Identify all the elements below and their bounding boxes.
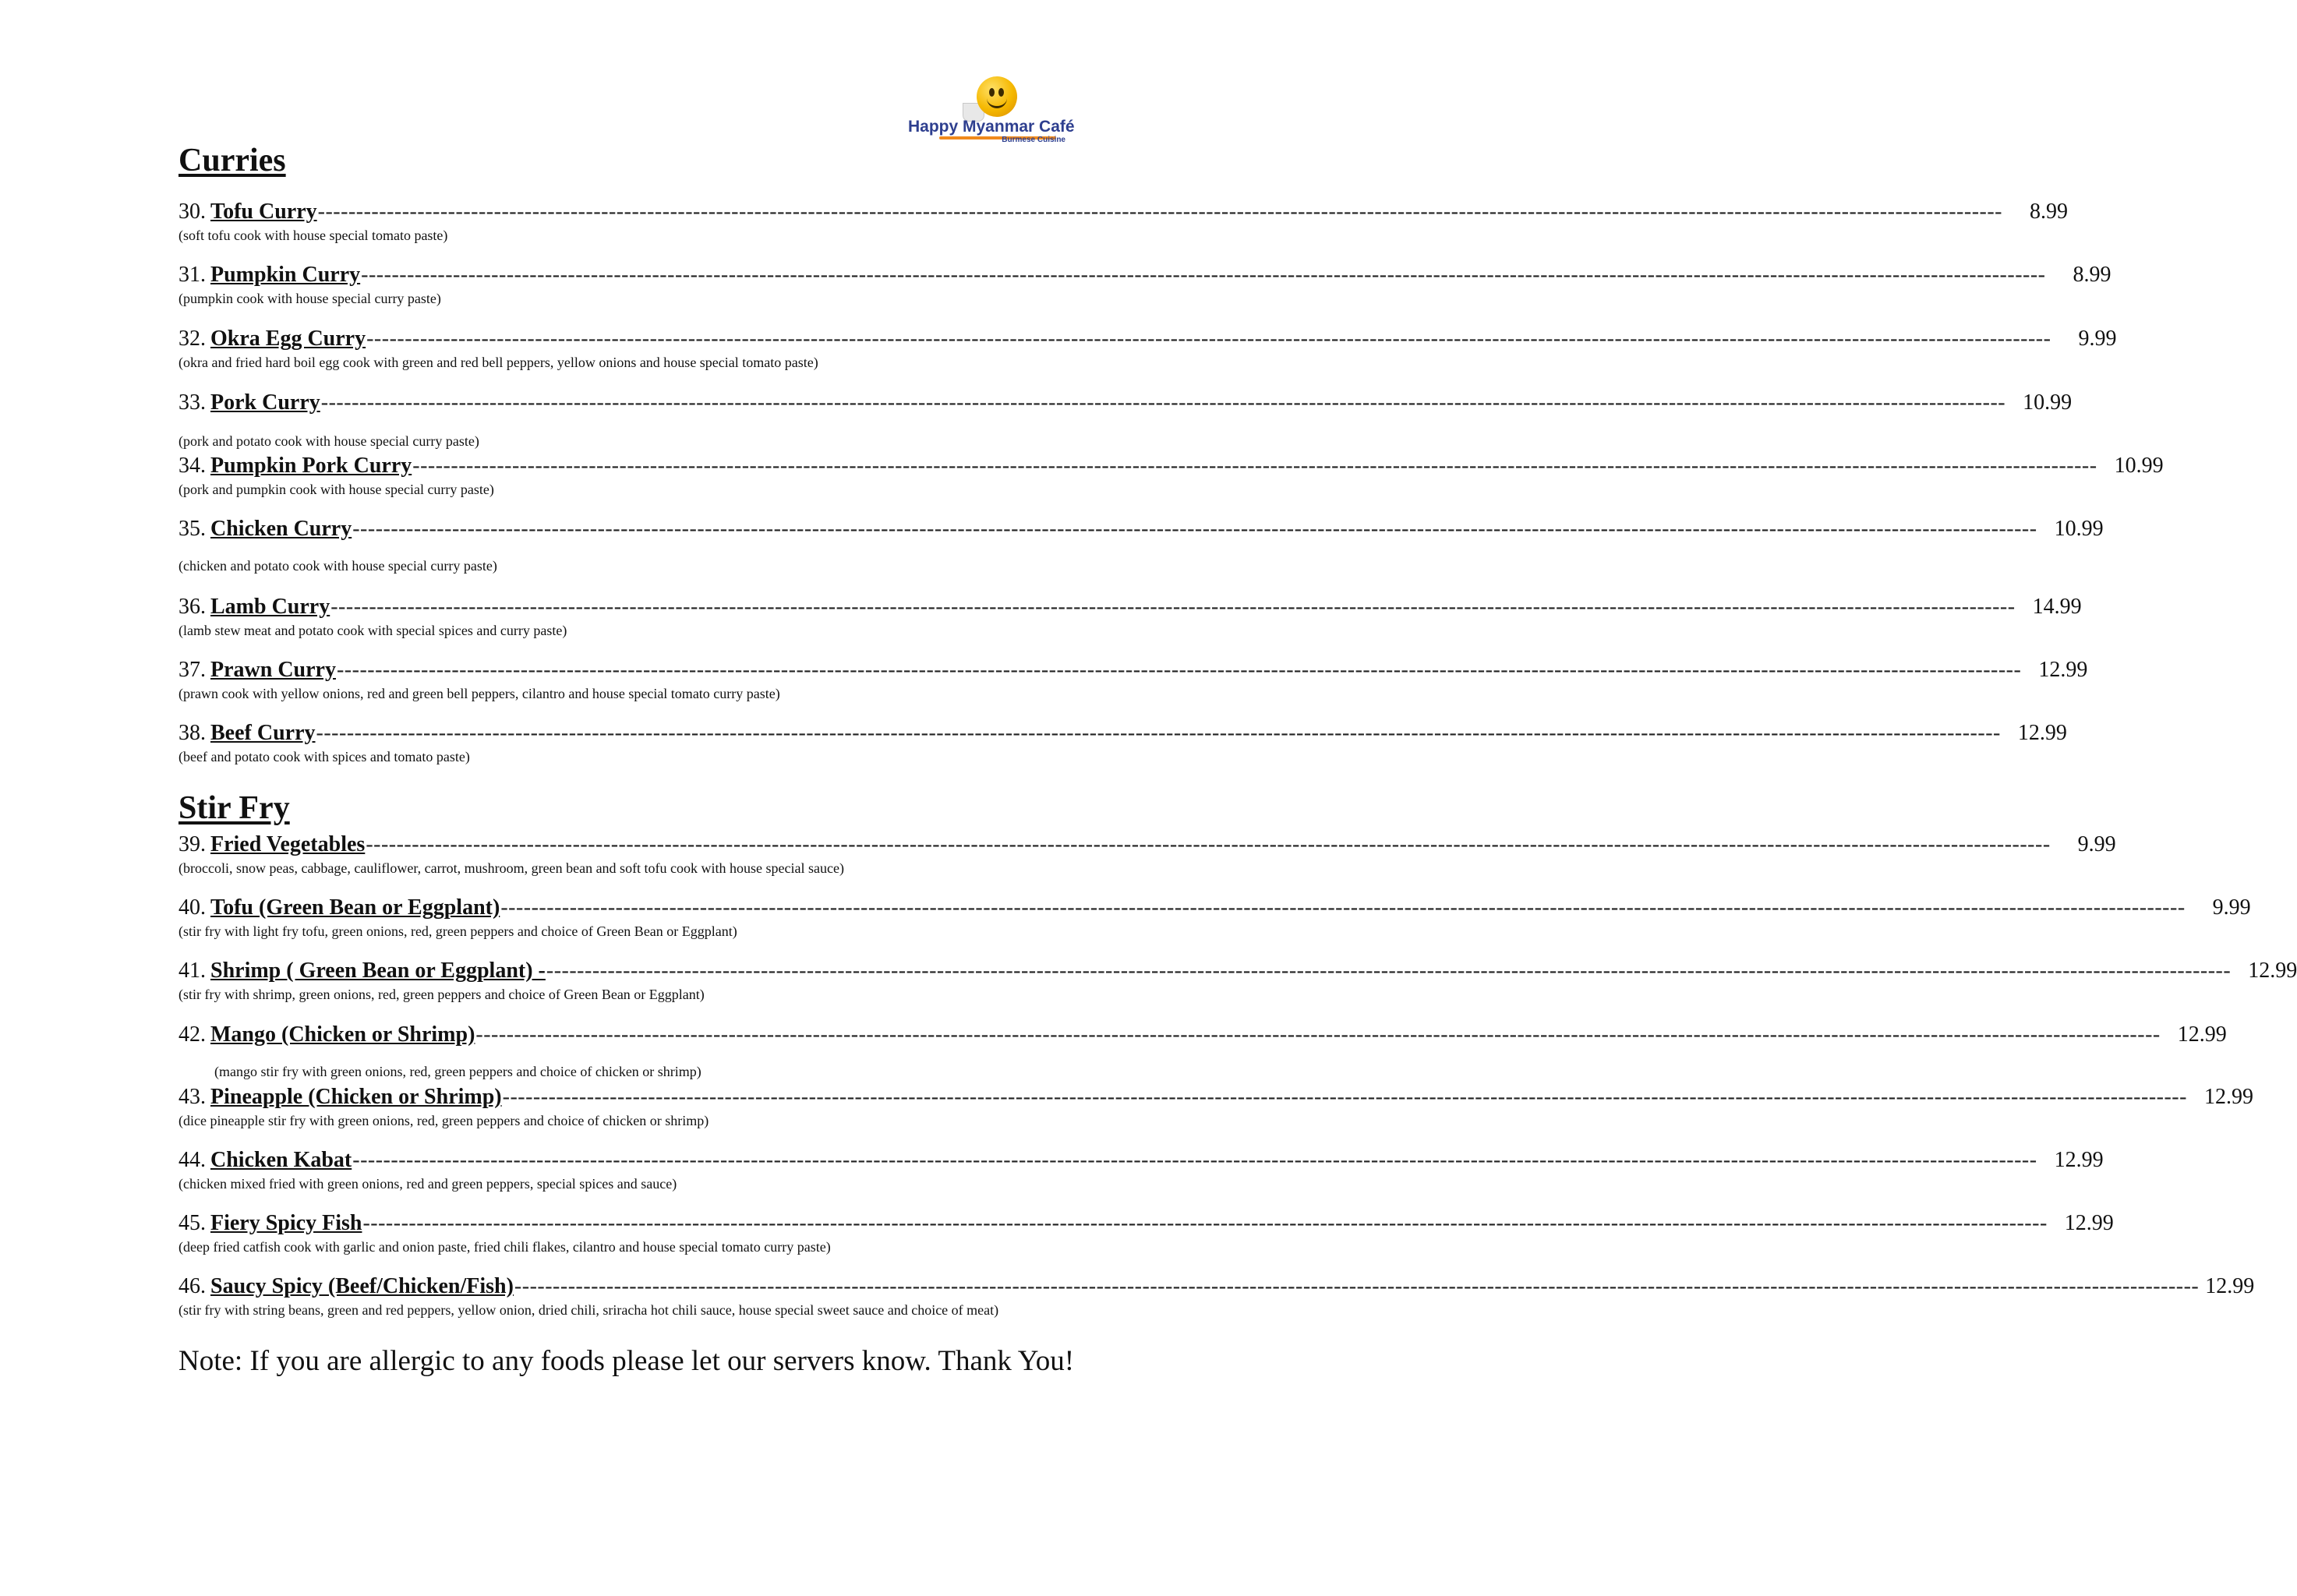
- menu-item: [178, 390, 2073, 450]
- item-description: (prawn cook with yellow onions, red and green bell peppers, cilantro and house special tomato curry paste): [178, 686, 780, 701]
- item-name: Lamb Curry: [210, 595, 330, 619]
- item-number: 34.: [178, 454, 206, 478]
- item-price: 9.99: [2078, 327, 2117, 351]
- item-number: 31.: [178, 263, 206, 287]
- menu-item: [178, 595, 2082, 639]
- item-price: 12.99: [2017, 721, 2067, 745]
- item-number: 36.: [178, 595, 206, 619]
- menu-item: [178, 1274, 2255, 1319]
- item-name: Shrimp ( Green Bean or Eggplant) -: [210, 959, 546, 983]
- item-description: (stir fry with string beans, green and red peppers, yellow onion, dried chili, sriracha hot chili sauce, house special sweet sauce and choice of meat): [178, 1302, 999, 1318]
- dot-leader: ----------------------------------------------------------------------------------------------------------------------------------------------------------------------------------------------------------------------------: [366, 327, 2051, 351]
- item-description: (pork and pumpkin cook with house special curry paste): [178, 482, 494, 497]
- item-number: 38.: [178, 721, 206, 745]
- item-name: Saucy Spicy (Beef/Chicken/Fish): [210, 1274, 514, 1298]
- menu-item: [178, 1085, 2253, 1129]
- item-description: (stir fry with light fry tofu, green onions, red, green peppers and choice of Green Bean or Eggplant): [178, 923, 737, 939]
- logo: [908, 75, 1075, 145]
- menu-item: [178, 454, 2164, 498]
- item-description: (chicken and potato cook with house special curry paste): [178, 558, 497, 574]
- item-description: (chicken mixed fried with green onions, red and green peppers, special spices and sauce): [178, 1176, 677, 1192]
- item-price: 12.99: [2203, 1085, 2253, 1109]
- menu-item: [178, 721, 2067, 765]
- section-title-stir-fry: Stir Fry: [178, 790, 290, 826]
- dot-leader: ----------------------------------------------------------------------------------------------------------------------------------------------------------------------------------------------------------------------------: [330, 595, 2016, 619]
- item-number: 33.: [178, 390, 206, 415]
- item-price: 8.99: [2029, 200, 2068, 224]
- item-name: Prawn Curry: [210, 658, 336, 682]
- dot-leader: ----------------------------------------------------------------------------------------------------------------------------------------------------------------------------------------------------------------------------: [362, 1211, 2048, 1235]
- item-price: 12.99: [2248, 959, 2297, 983]
- item-number: 35.: [178, 517, 206, 541]
- item-name: Chicken Kabat: [210, 1148, 352, 1172]
- item-name: Fiery Spicy Fish: [210, 1211, 362, 1235]
- dot-leader: ----------------------------------------------------------------------------------------------------------------------------------------------------------------------------------------------------------------------------: [514, 1274, 2200, 1298]
- dot-leader: ----------------------------------------------------------------------------------------------------------------------------------------------------------------------------------------------------------------------------: [352, 517, 2037, 541]
- item-number: 37.: [178, 658, 206, 682]
- dot-leader: ----------------------------------------------------------------------------------------------------------------------------------------------------------------------------------------------------------------------------: [366, 832, 2051, 856]
- item-price: 9.99: [2212, 895, 2251, 920]
- item-name: Fried Vegetables: [210, 832, 366, 856]
- item-price: 12.99: [2038, 658, 2088, 682]
- item-description: (deep fried catfish cook with garlic and onion paste, fried chili flakes, cilantro and house special tomato curry paste): [178, 1239, 831, 1255]
- item-number: 44.: [178, 1148, 206, 1172]
- item-number: 41.: [178, 959, 206, 983]
- item-price: 10.99: [2054, 517, 2104, 541]
- menu-item: [178, 1022, 2227, 1080]
- item-name: Beef Curry: [210, 721, 316, 745]
- item-price: 12.99: [2205, 1274, 2255, 1298]
- item-price: 10.99: [2023, 390, 2073, 415]
- dot-leader: ----------------------------------------------------------------------------------------------------------------------------------------------------------------------------------------------------------------------------: [412, 454, 2097, 478]
- logo-tagline: Burmese Cuisine: [1002, 136, 1065, 144]
- item-price: 14.99: [2032, 595, 2082, 619]
- dot-leader: ----------------------------------------------------------------------------------------------------------------------------------------------------------------------------------------------------------------------------: [316, 721, 2001, 745]
- item-name: Tofu Curry: [210, 200, 317, 224]
- item-description: (dice pineapple stir fry with green onions, red, green peppers and choice of chicken or shrimp): [178, 1113, 709, 1128]
- menu-item: [178, 1148, 2104, 1192]
- item-number: 40.: [178, 895, 206, 920]
- dot-leader: ----------------------------------------------------------------------------------------------------------------------------------------------------------------------------------------------------------------------------: [475, 1022, 2161, 1047]
- smiley-face-icon: [977, 76, 1017, 117]
- item-number: 39.: [178, 832, 206, 856]
- item-name: Okra Egg Curry: [210, 327, 366, 351]
- dot-leader: ----------------------------------------------------------------------------------------------------------------------------------------------------------------------------------------------------------------------------: [352, 1148, 2037, 1172]
- item-number: 30.: [178, 200, 206, 224]
- dot-leader: ----------------------------------------------------------------------------------------------------------------------------------------------------------------------------------------------------------------------------: [500, 895, 2186, 920]
- item-price: 10.99: [2114, 454, 2164, 478]
- dot-leader: ----------------------------------------------------------------------------------------------------------------------------------------------------------------------------------------------------------------------------: [361, 263, 2046, 287]
- allergy-note: Note: If you are allergic to any foods please let our servers know. Thank You!: [178, 1345, 1075, 1377]
- item-name: Pumpkin Curry: [210, 263, 361, 287]
- menu-item: [178, 959, 2297, 1003]
- item-number: 32.: [178, 327, 206, 351]
- item-price: 12.99: [2177, 1022, 2227, 1047]
- dot-leader: ----------------------------------------------------------------------------------------------------------------------------------------------------------------------------------------------------------------------------: [336, 658, 2022, 682]
- item-name: Pineapple (Chicken or Shrimp): [210, 1085, 502, 1109]
- item-name: Mango (Chicken or Shrimp): [210, 1022, 475, 1047]
- item-description: (beef and potato cook with spices and tomato paste): [178, 749, 470, 764]
- item-description: (stir fry with shrimp, green onions, red, green peppers and choice of Green Bean or Eggplant): [178, 987, 705, 1002]
- item-number: 46.: [178, 1274, 206, 1298]
- section-title-curries: Curries: [178, 143, 286, 178]
- menu-item: [178, 1211, 2114, 1255]
- item-name: Pumpkin Pork Curry: [210, 454, 412, 478]
- item-number: 42.: [178, 1022, 206, 1047]
- item-price: 12.99: [2054, 1148, 2104, 1172]
- menu-item: [178, 200, 2068, 244]
- menu-item: [178, 263, 2111, 307]
- item-description: (pork and potato cook with house special curry paste): [178, 433, 479, 449]
- item-price: 9.99: [2077, 832, 2116, 856]
- item-name: Pork Curry: [210, 390, 320, 415]
- item-description: (broccoli, snow peas, cabbage, cauliflower, carrot, mushroom, green bean and soft tofu cook with house special sauce): [178, 860, 844, 876]
- menu-item: [178, 517, 2104, 574]
- menu-item: [178, 658, 2088, 702]
- item-name: Tofu (Green Bean or Eggplant): [210, 895, 500, 920]
- dot-leader: ----------------------------------------------------------------------------------------------------------------------------------------------------------------------------------------------------------------------------: [546, 959, 2232, 983]
- item-price: 12.99: [2064, 1211, 2114, 1235]
- item-description: (pumpkin cook with house special curry paste): [178, 291, 441, 306]
- item-number: 45.: [178, 1211, 206, 1235]
- menu-item: [178, 895, 2251, 940]
- item-price: 8.99: [2073, 263, 2111, 287]
- dot-leader: ----------------------------------------------------------------------------------------------------------------------------------------------------------------------------------------------------------------------------: [502, 1085, 2187, 1109]
- dot-leader: ----------------------------------------------------------------------------------------------------------------------------------------------------------------------------------------------------------------------------: [317, 200, 2002, 224]
- item-description: (soft tofu cook with house special tomato paste): [178, 228, 448, 243]
- dot-leader: ----------------------------------------------------------------------------------------------------------------------------------------------------------------------------------------------------------------------------: [320, 390, 2006, 415]
- logo-brand: Happy Myanmar Café: [908, 118, 1075, 136]
- item-description: (lamb stew meat and potato cook with special spices and curry paste): [178, 623, 567, 638]
- item-description: (okra and fried hard boil egg cook with green and red bell peppers, yellow onions and house special tomato paste): [178, 355, 818, 370]
- menu-item: [178, 327, 2117, 371]
- item-name: Chicken Curry: [210, 517, 352, 541]
- item-description: (mango stir fry with green onions, red, green peppers and choice of chicken or shrimp): [214, 1064, 701, 1079]
- item-number: 43.: [178, 1085, 206, 1109]
- menu-item: [178, 832, 2116, 877]
